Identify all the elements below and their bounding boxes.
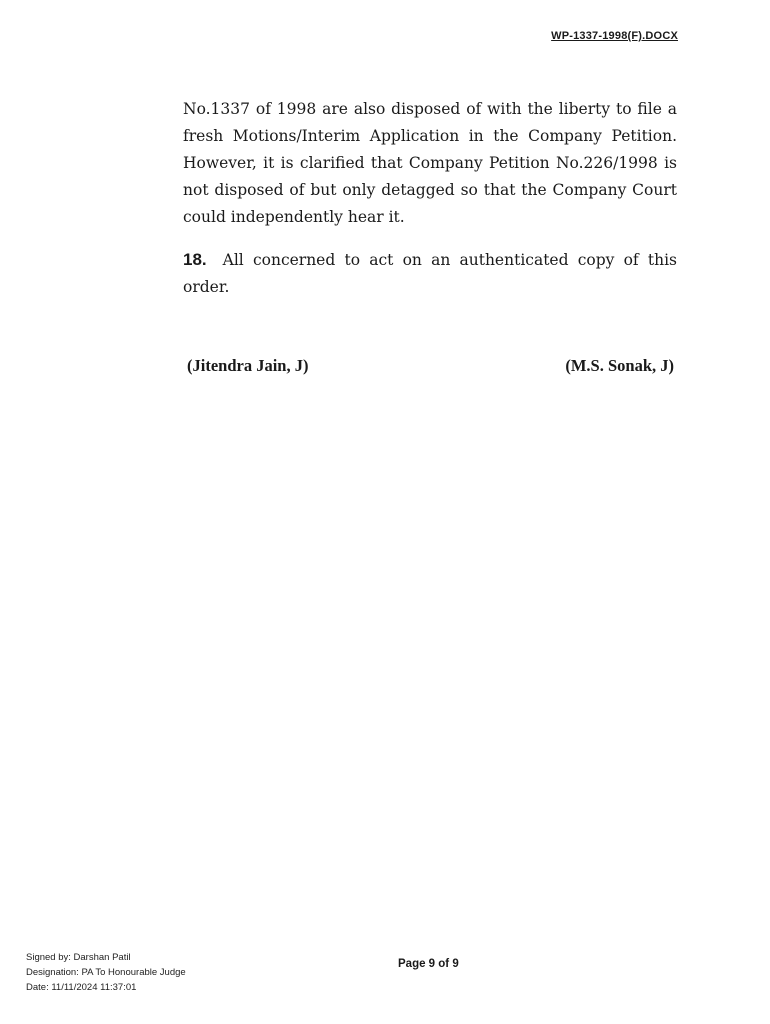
paragraph-18 <box>183 246 677 301</box>
judge-signature-right: (M.S. Sonak, J) <box>565 356 674 375</box>
signed-by-text: Signed by: Darshan Patil <box>26 952 131 963</box>
paragraph-text: No.1337 of 1998 are also disposed of with the liberty to file a fresh Motions/Interim Application in the Company Petition. However, it is clarified that Company Petition No.226/1998 is not disposed of but only detagged so that the Company Court could independently hear it. <box>183 100 677 226</box>
paragraph-number: 18. <box>183 250 207 269</box>
digital-signature-block <box>26 950 186 995</box>
document-id: WP-1337-1998(F).DOCX <box>551 30 678 42</box>
judge-signature-left: (Jitendra Jain, J) <box>187 356 309 375</box>
paragraph-continuation <box>183 96 677 231</box>
page-number: Page 9 of 9 <box>398 958 459 970</box>
signature-date-text: Date: 11/11/2024 11:37:01 <box>26 982 137 993</box>
paragraph-text: All concerned to act on an authenticated copy of this order. <box>183 251 677 296</box>
designation-text: Designation: PA To Honourable Judge <box>26 967 186 978</box>
